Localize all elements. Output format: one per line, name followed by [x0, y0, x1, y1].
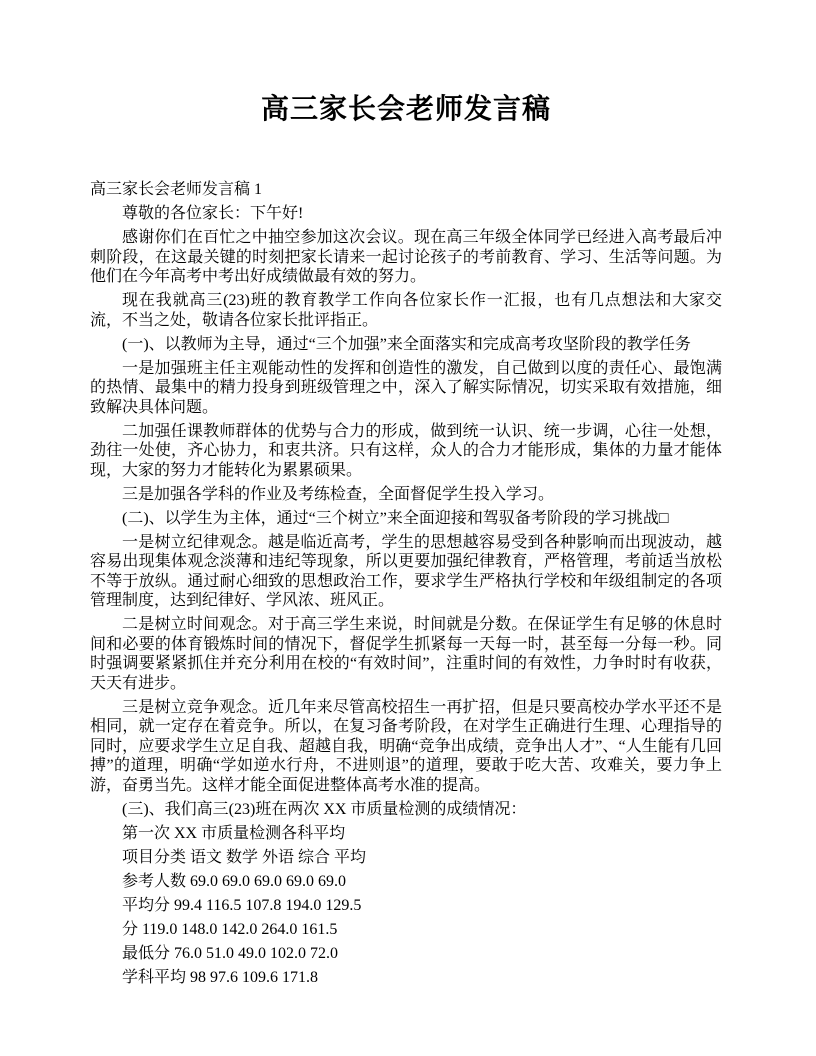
score-table-row-average: 平均分 99.4 116.5 107.8 194.0 129.5	[122, 896, 362, 914]
paragraph-concept-time: 二是树立时间观念。对于高三学生来说，时间就是分数。在保证学生有足够的休息时间和必要的体育锻炼时间的情况下，督促学生抓紧每一天每一时，甚至每一分每一秒。同时强调要紧紧抓住并充分利用在校的“有效时间”，注重时间的有效性，力争时时有收获，天天有进步。	[90, 616, 722, 692]
score-table-row-lowest: 最低分 76.0 51.0 49.0 102.0 72.0	[122, 944, 339, 962]
paragraph-subtitle: 高三家长会老师发言稿 1	[90, 181, 263, 198]
paragraph-strengthen-1: 一是加强班主任主观能动性的发挥和创造性的激发，自己做到以度的责任心、最饱满的热情、最集中的精力投身到班级管理之中，深入了解实际情况，切实采取有效措施，细致解决具体问题。	[90, 359, 722, 416]
paragraph-report-intro: 现在我就高三(23)班的教育教学工作向各位家长作一汇报，也有几点想法和大家交流，不当之处，敬请各位家长批评指正。	[90, 292, 722, 329]
section-heading-two: (二)、以学生为主体，通过“三个树立”来全面迎接和驾驭备考阶段的学习挑战□	[122, 509, 669, 527]
section-heading-three: (三)、我们高三(23)班在两次 XX 市质量检测的成绩情况：	[122, 800, 527, 818]
paragraph-concept-discipline: 一是树立纪律观念。越是临近高考，学生的思想越容易受到各种影响而出现波动，越容易出现集体观念淡薄和违纪等现象，所以更要加强纪律教育，严格管理，考前适当放松不等于放纵。通过耐心细致的思想政治工作，要求学生严格执行学校和年级组制定的各项管理制度，达到纪律好、学风浓、班风正。	[90, 533, 722, 609]
score-table-row-candidates: 参考人数 69.0 69.0 69.0 69.0 69.0	[122, 872, 347, 890]
paragraph-greeting: 尊敬的各位家长：下午好!	[122, 205, 304, 222]
score-table-title: 第一次 XX 市质量检测各科平均	[122, 824, 346, 842]
paragraph-strengthen-3: 三是加强各学科的作业及考练检查，全面督促学生投入学习。	[122, 485, 555, 503]
document-title: 高三家长会老师发言稿	[260, 94, 551, 125]
paragraph-intro: 感谢你们在百忙之中抽空参加这次会议。现在高三年级全体同学已经进入高考最后冲刺阶段，在这最关键的时刻把家长请来一起讨论孩子的考前教育、学习、生活等问题。为他们在今年高考中考出好成绩做最有效的努力。	[90, 229, 722, 285]
paragraph-strengthen-2: 二加强任课教师群体的优势与合力的形成，做到统一认识、统一步调，心往一处想，劲往一处使，齐心协力，和衷共济。只有这样，众人的合力才能形成，集体的力量才能体现，大家的努力才能转化为累累硕果。	[90, 422, 722, 479]
score-table-row-subject-average: 学科平均 98 97.6 109.6 171.8	[122, 968, 319, 986]
score-table-header-row: 项目分类 语文 数学 外语 综合 平均	[122, 848, 367, 866]
score-table-row-high: 分 119.0 148.0 142.0 264.0 161.5	[122, 920, 338, 938]
section-heading-one: (一)、以教师为主导，通过“三个加强”来全面落实和完成高考攻坚阶段的教学任务	[122, 335, 691, 353]
paragraph-concept-competition: 三是树立竞争观念。近几年来尽管高校招生一再扩招，但是只要高校办学水平还不是相同，就一定存在着竞争。所以，在复习备考阶段，在对学生正确进行生理、心理指导的同时，应要求学生立足自我、超越自我，明确“竞争出成绩，竞争出人才”、“人生能有几回搏”的道理，明确“学如逆水行舟，不进则退”的道理，要敢于吃大苦、攻难关，要力争上游，奋勇当先。这样才能全面促进整体高考水准的提高。	[90, 698, 722, 794]
